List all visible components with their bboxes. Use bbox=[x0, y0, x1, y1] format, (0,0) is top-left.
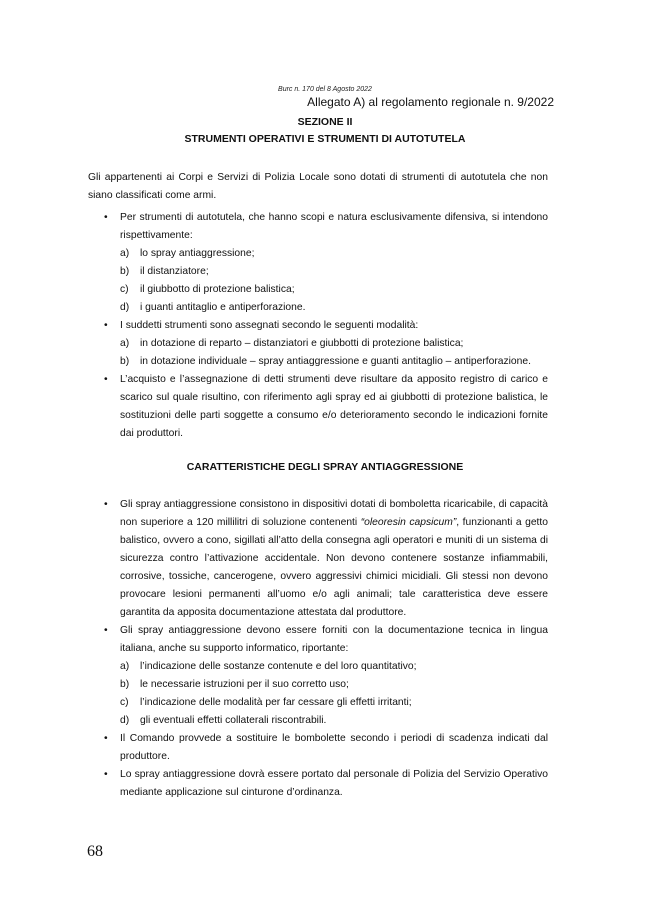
sub-item: a) in dotazione di reparto – distanziatori e giubbotti di protezione balistica; bbox=[120, 338, 464, 349]
sub-item: c) il giubbotto di protezione balistica; bbox=[120, 284, 295, 295]
bullet-icon: • bbox=[104, 374, 108, 385]
list-item: • Gli spray antiaggressione consistono in dispositivi dotati di bomboletta ricaricabile, di capacità non superiore a 120 millilitri di soluzione contenenti “oleoresin capsicum”, funzionanti a getto balistico, ovvero a cono, sigillati all’atto della consegna agli operatori e muniti di un sistema di sicurezza contro l’attivazione accidentale. Non devono contenere sostanze infiammabili, corrosive, tossiche, cancerogene, ovvero aggressivi chimici micidiali. Gli stessi non devono provocare lesioni permanenti all’uomo e/o agli animali; tale caratteristica deve essere garantita da apposita documentazione attestata dal produttore. bbox=[88, 496, 548, 622]
bullet-icon: • bbox=[104, 320, 108, 331]
list-item bbox=[88, 371, 548, 443]
list-item bbox=[88, 622, 548, 730]
bullet-text: Lo spray antiaggressione dovrà essere portato dal personale di Polizia del Servizio Operativo mediante applicazione sul cinturone d’ordinanza. bbox=[120, 769, 548, 798]
bullet-text: Gli spray antiaggressione devono essere forniti con la documentazione tecnica in lingua italiana, anche su supporto informatico, riportante: bbox=[120, 625, 548, 654]
sub-item: d) gli eventuali effetti collaterali riscontrabili. bbox=[120, 715, 327, 726]
bullet-text: Per strumenti di autotutela, che hanno scopi e natura esclusivamente difensiva, si intendono rispettivamente: bbox=[120, 212, 548, 241]
bullet-icon: • bbox=[104, 769, 108, 780]
tools-bullet-list bbox=[88, 209, 548, 443]
burc-header: Burc n. 170 del 8 Agosto 2022 bbox=[278, 86, 372, 93]
intro-paragraph bbox=[88, 169, 548, 443]
list-item bbox=[88, 766, 548, 802]
allegato-header: Allegato A) al regolamento regionale n. 9/2022 bbox=[307, 95, 554, 109]
intro-text: Gli appartenenti ai Corpi e Servizi di Polizia Locale sono dotati di strumenti di autotutela che non siano classificati come armi. bbox=[88, 172, 548, 201]
list-item bbox=[88, 209, 548, 317]
bullet-text: Il Comando provvede a sostituire le bombolette secondo i periodi di scadenza indicati dal produttore. bbox=[120, 733, 548, 762]
sub-item: b) in dotazione individuale – spray antiaggressione e guanti antitaglio – antiperforazione. bbox=[120, 356, 531, 367]
list-item bbox=[88, 730, 548, 766]
bullet-text: I suddetti strumenti sono assegnati secondo le seguenti modalità: bbox=[120, 320, 419, 331]
spray-section-title: CARATTERISTICHE DEGLI SPRAY ANTIAGGRESSIONE bbox=[186, 461, 464, 473]
sub-item: a) l’indicazione delle sostanze contenute e del loro quantitativo; bbox=[120, 661, 417, 672]
sub-item: b) le necessarie istruzioni per il suo corretto uso; bbox=[120, 679, 349, 690]
section-title: SEZIONE II bbox=[297, 116, 353, 128]
spray-bullet-list bbox=[88, 496, 548, 802]
page-number: 68 bbox=[87, 843, 103, 860]
bullet-icon: • bbox=[104, 212, 108, 223]
sub-item: d) i guanti antitaglio e antiperforazione. bbox=[120, 302, 306, 313]
list-item bbox=[88, 317, 548, 371]
spray-section-body bbox=[88, 496, 548, 802]
bullet-icon: • bbox=[104, 499, 108, 510]
bullet-icon: • bbox=[104, 625, 108, 636]
sub-item: c) l’indicazione delle modalità per far cessare gli effetti irritanti; bbox=[120, 697, 412, 708]
bullet-text: L’acquisto e l’assegnazione di detti strumenti deve risultare da apposito registro di carico e scarico sul quale risultino, con riferimento agli spray ed ai giubbotti di protezione balistica, le sostituzioni delle parti soggette a consumo e/o deterioramento secondo le indicazioni fornite dai produttori. bbox=[120, 374, 548, 439]
section-subtitle: STRUMENTI OPERATIVI E STRUMENTI DI AUTOTUTELA bbox=[184, 133, 466, 145]
sub-item: a) lo spray antiaggressione; bbox=[120, 248, 255, 259]
oleoresin-term: “oleoresin capsicum” bbox=[360, 517, 457, 528]
sub-item: b) il distanziatore; bbox=[120, 266, 209, 277]
bullet-icon: • bbox=[104, 733, 108, 744]
